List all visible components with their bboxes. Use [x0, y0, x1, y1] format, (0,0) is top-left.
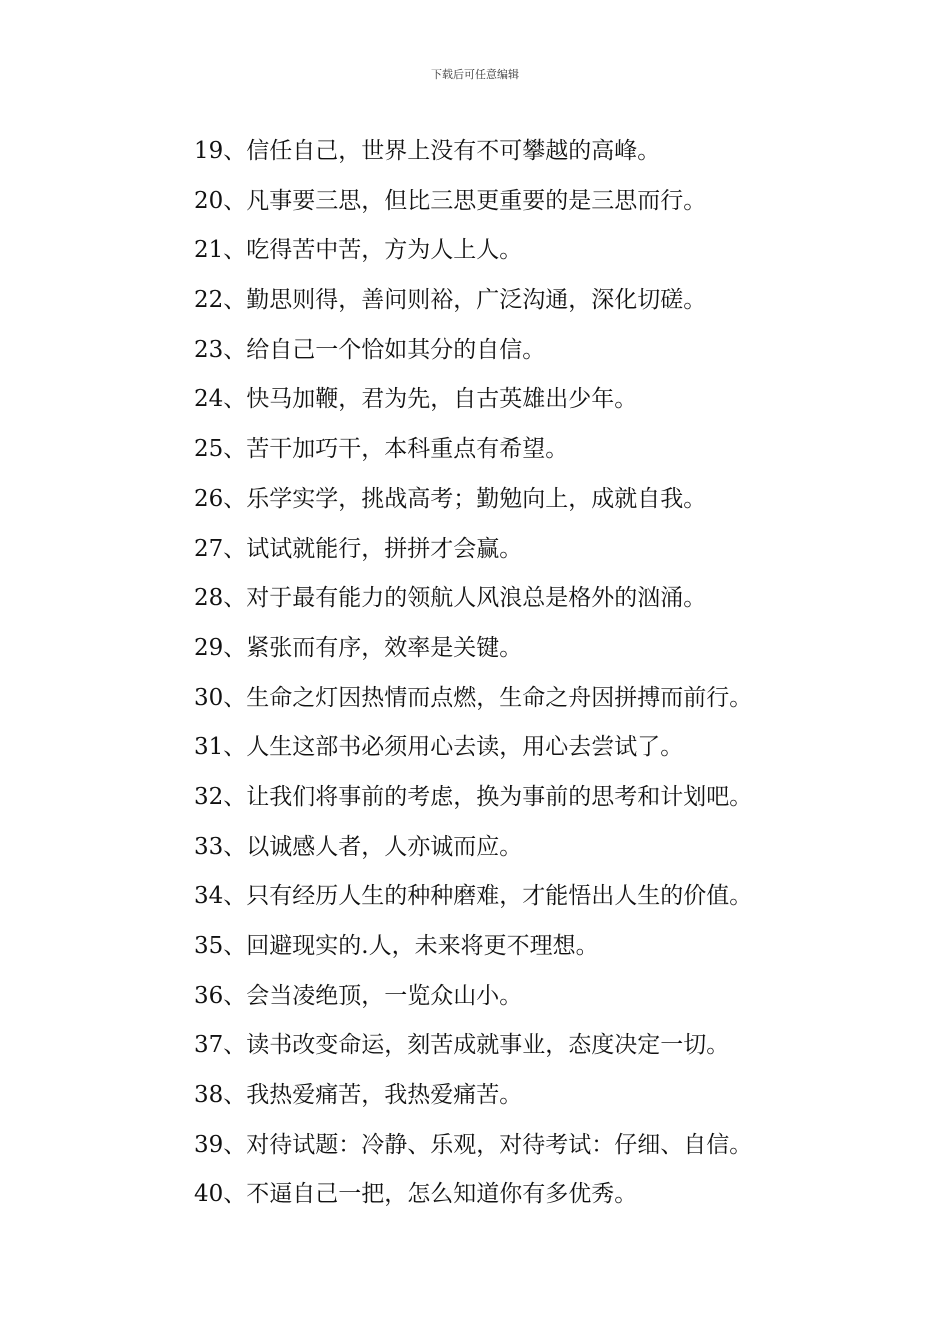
quote-list: [194, 131, 934, 1224]
list-item: 30、生命之灯因热情而点燃，生命之舟因拼搏而前行。: [194, 684, 753, 711]
list-item: 24、快马加鞭，君为先，自古英雄出少年。: [194, 386, 638, 413]
list-item: 37、读书改变命运，刻苦成就事业，态度决定一切。: [194, 1032, 730, 1059]
list-item: 20、凡事要三思，但比三思更重要的是三思而行。: [194, 187, 707, 214]
list-item: 28、对于最有能力的领航人风浪总是格外的汹涌。: [194, 585, 707, 612]
list-item: 35、回避现实的.人，未来将更不理想。: [194, 933, 599, 959]
list-item: 31、人生这部书必须用心去读，用心去尝试了。: [194, 734, 684, 761]
list-item: 33、以诚感人者，人亦诚而应。: [194, 833, 523, 860]
list-item: 22、勤思则得，善问则裕，广泛沟通，深化切磋。: [194, 287, 707, 314]
list-item: 38、我热爱痛苦，我热爱痛苦。: [194, 1082, 523, 1109]
list-item: 27、试试就能行，拼拼才会赢。: [194, 535, 523, 562]
list-item: 34、只有经历人生的种种磨难，才能悟出人生的价值。: [194, 883, 753, 910]
list-item: 25、苦干加巧干，本科重点有希望。: [194, 436, 569, 463]
list-item: 36、会当凌绝顶，一览众山小。: [194, 982, 523, 1009]
list-item: 23、给自己一个恰如其分的自信。: [194, 336, 546, 363]
page-header: 下载后可任意编辑: [431, 68, 519, 81]
list-item: 32、让我们将事前的考虑，换为事前的思考和计划吧。: [194, 783, 753, 810]
list-item: 29、紧张而有序，效率是关键。: [194, 634, 523, 661]
list-item: 40、不逼自己一把，怎么知道你有多优秀。: [194, 1181, 638, 1208]
list-item: 21、吃得苦中苦，方为人上人。: [194, 237, 523, 264]
list-item: 26、乐学实学，挑战高考；勤勉向上，成就自我。: [194, 485, 707, 512]
list-item: 39、对待试题：冷静、乐观，对待考试：仔细、自信。: [194, 1131, 753, 1158]
list-item: 19、信任自己，世界上没有不可攀越的高峰。: [194, 138, 661, 164]
